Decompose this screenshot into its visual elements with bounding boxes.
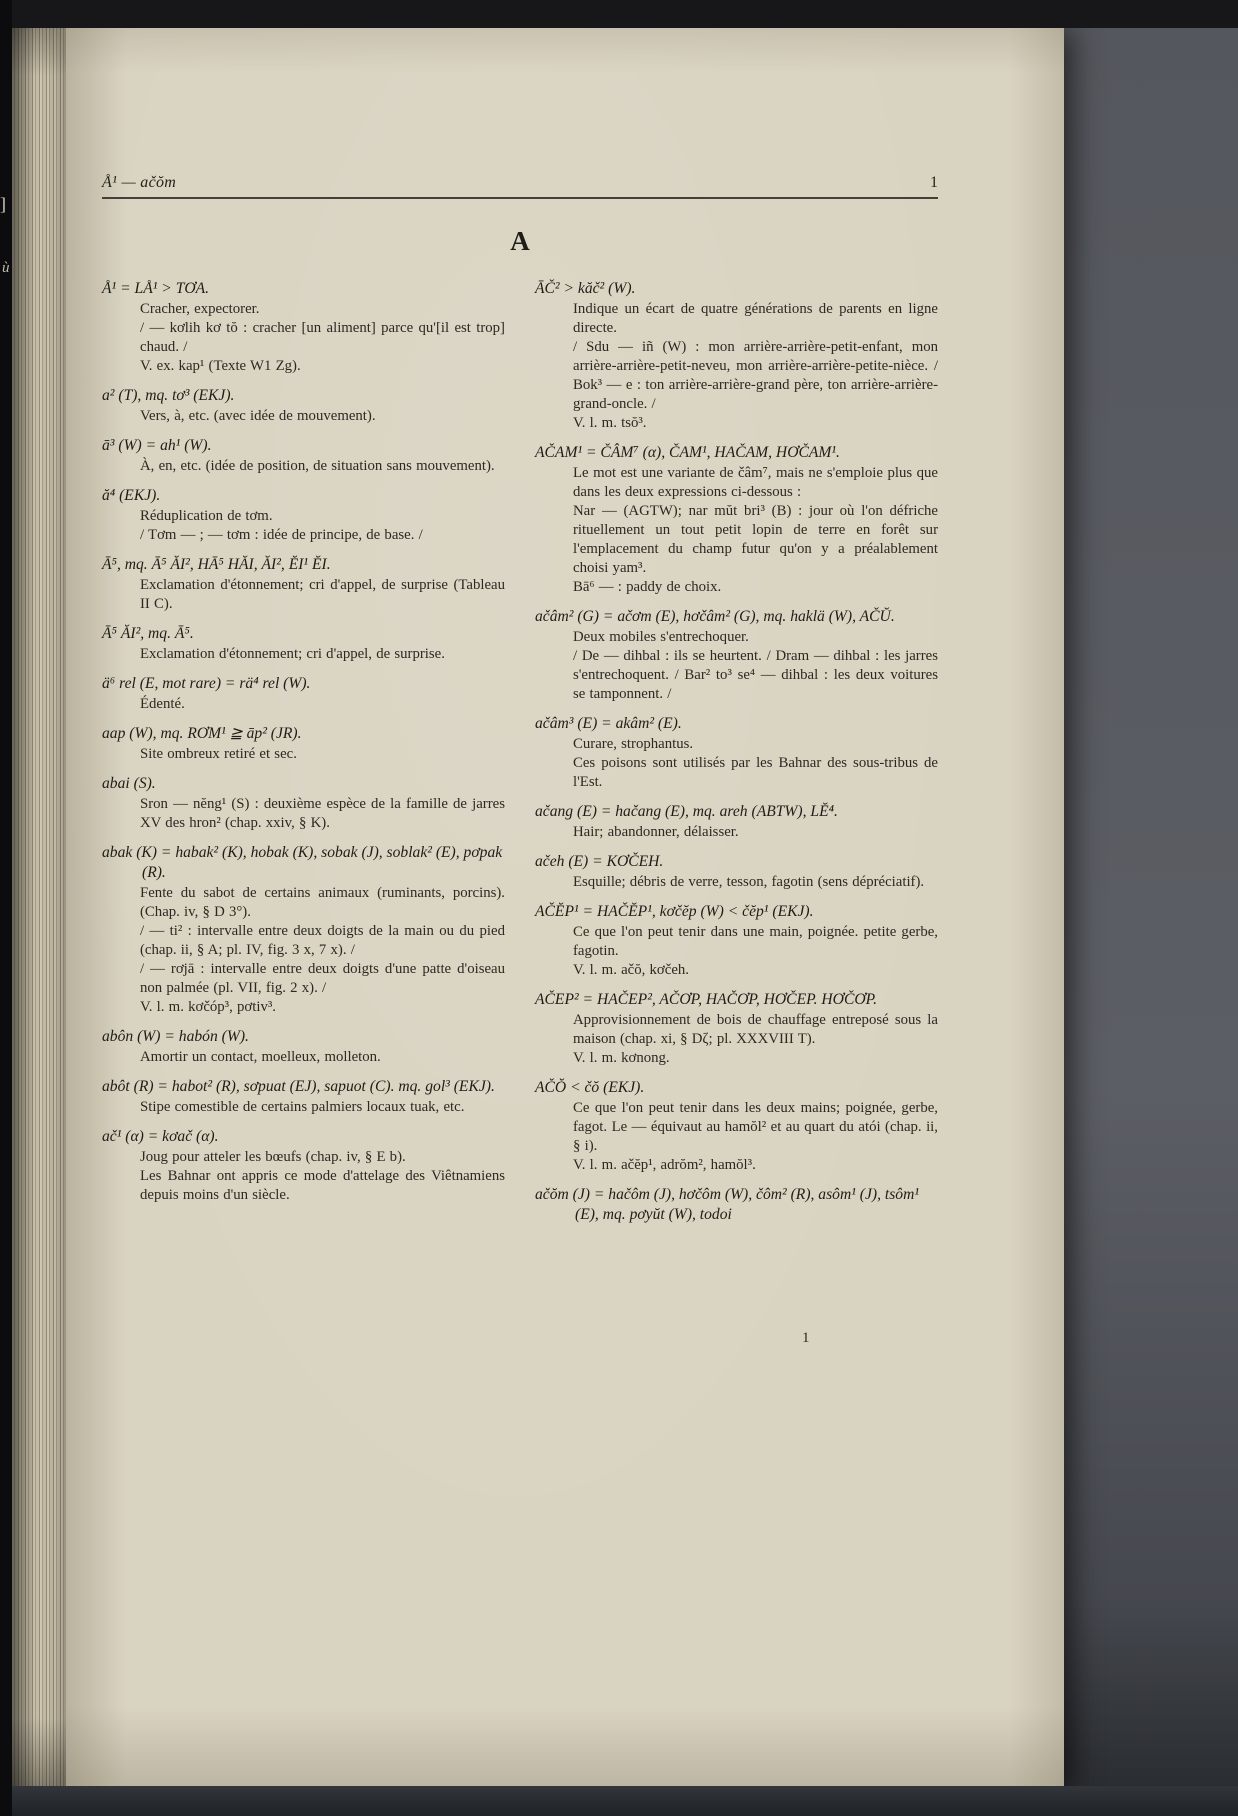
entry-headword: a² (T), mq. tơ³ (EKJ). <box>102 387 235 404</box>
column-left <box>102 279 505 1235</box>
entry-headword: aap (W), mq. RƠM¹ ≧ āp² (JR). <box>102 725 302 742</box>
entry-headword: ačâm² (G) = ačơm (E), hơčâm² (G), mq. haklä (W), AČŬ. <box>535 608 895 625</box>
entry-headword: abai (S). <box>102 775 156 792</box>
running-head-keywords: Å¹ — ačŏm <box>102 174 177 191</box>
entry-definition: Les Bahnar ont appris ce mode d'attelage des Viêtnamiens depuis moins d'un siècle. <box>140 1168 505 1203</box>
entry-definition: Curare, strophantus. <box>573 736 694 752</box>
entry-definition: Ce que l'on peut tenir dans une main, poignée. petite gerbe, fagotin. <box>573 924 938 959</box>
entry-definition: / Sdu — iñ (W) : mon arrière-arrière-petit-enfant, mon arrière-arrière-petit-neveu, mon arrière-arrière-petite-nièce. / Bok³ — e : ton arrière-arrière-grand père, ton arrière-arrière-grand-oncle. / <box>573 339 938 412</box>
dictionary-entry <box>102 1027 505 1067</box>
entry-definition: V. l. m. ačĕp¹, adrŏm², hamŏl³. <box>573 1157 756 1173</box>
dictionary-entry <box>102 724 505 764</box>
entry-headword: Å¹ = LÅ¹ > TƠA. <box>102 280 210 297</box>
dictionary-entry <box>535 990 938 1068</box>
entry-definition: V. l. m. tsŏ³. <box>573 415 647 431</box>
entry-definition: V. l. m. kơčóp³, pơtiv³. <box>140 999 276 1015</box>
entry-headword: ač¹ (α) = kơač (α). <box>102 1128 219 1145</box>
dictionary-entry <box>535 279 938 433</box>
entry-definition: Nar — (AGTW); nar mŭt bri³ (B) : jour où l'on défriche rituellement un tout petit lopin de terre en forêt sur l'emplacement du champ futur qu'on y a préalablement choisi yam³. <box>573 503 938 576</box>
dictionary-entry <box>102 1077 505 1117</box>
entry-definition: Vers, à, etc. (avec idée de mouvement). <box>140 408 376 424</box>
dictionary-entry <box>102 624 505 664</box>
dictionary-entry <box>535 802 938 842</box>
entry-definition: Indique un écart de quatre générations de parents en ligne directe. <box>573 301 938 336</box>
dictionary-entry <box>535 443 938 597</box>
entry-definition: Ce que l'on peut tenir dans les deux mains; poignée, gerbe, fagot. Le — équivaut au hamŏl² et au quart du atói (chap. ii, § i). <box>573 1100 938 1154</box>
entry-definition: V. ex. kap¹ (Texte W1 Zg). <box>140 358 301 374</box>
entry-headword: ačŏm (J) = hačôm (J), hơčôm (W), čôm² (R), asôm¹ (J), tsôm¹ (E), mq. pơyŭt (W), todoi <box>535 1186 920 1223</box>
entry-definition: Amortir un contact, moelleux, molleton. <box>140 1049 381 1065</box>
entry-headword: ă⁴ (EKJ). <box>102 487 161 504</box>
entry-headword: abôt (R) = habot² (R), sơpuat (EJ), sapuot (C). mq. gol³ (EKJ). <box>102 1078 495 1095</box>
entry-definition: Bā⁶ — : paddy de choix. <box>573 579 722 595</box>
entry-definition: Réduplication de tơm. <box>140 508 273 524</box>
page-number: 1 <box>930 174 938 191</box>
column-right <box>535 279 938 1235</box>
entry-definition: Ces poisons sont utilisés par les Bahnar des sous-tribus de l'Est. <box>573 755 938 790</box>
entry-headword: ĀČ² > kăč² (W). <box>535 280 636 297</box>
entry-definition: Stipe comestible de certains palmiers locaux tuak, etc. <box>140 1099 465 1115</box>
entry-definition: Sron — nĕng¹ (S) : deuxième espèce de la famille de jarres XV des hron² (chap. xxiv, § K). <box>140 796 505 831</box>
entry-headword: ačâm³ (E) = akâm² (E). <box>535 715 682 732</box>
facing-page-fragment: ù <box>2 260 10 276</box>
entry-definition: Approvisionnement de bois de chauffage entreposé sous la maison (chap. xi, § Dζ; pl. XXXVIII T). <box>573 1012 938 1047</box>
entry-definition: V. l. m. ačŏ, kơčeh. <box>573 962 689 978</box>
entry-headword: ačeh (E) = KƠČEH. <box>535 853 664 870</box>
facing-page-fragment: ] <box>0 194 6 214</box>
entry-headword: Ā⁵ ĂI², mq. Ā⁵. <box>102 625 194 642</box>
entry-definition: V. l. m. kơnong. <box>573 1050 670 1066</box>
entry-headword: abôn (W) = habón (W). <box>102 1028 249 1045</box>
dictionary-entry <box>102 555 505 614</box>
dictionary-entry <box>535 902 938 980</box>
dictionary-entry <box>535 714 938 792</box>
dictionary-entry <box>102 774 505 833</box>
entry-definition: Site ombreux retiré et sec. <box>140 746 297 762</box>
entry-definition: Esquille; débris de verre, tesson, fagotin (sens dépréciatif). <box>573 874 925 890</box>
entry-definition: Exclamation d'étonnement; cri d'appel, de surprise. <box>140 646 445 662</box>
entry-definition: / Tơm — ; — tơm : idée de principe, de base. / <box>140 527 423 543</box>
entry-definition: À, en, etc. (idée de position, de situation sans mouvement). <box>140 458 495 474</box>
entry-definition: Fente du sabot de certains animaux (ruminants, porcins). (Chap. iv, § D 3°). <box>140 885 505 920</box>
dictionary-entry <box>535 1078 938 1175</box>
entry-headword: AČĔP¹ = HAČĔP¹, kơčĕp (W) < čĕp¹ (EKJ). <box>535 903 814 920</box>
entry-headword: Ā⁵, mq. Ā⁵ ĂI², HĀ⁵ HĂI, ĂI², ĔI¹ ĔI. <box>102 556 331 573</box>
dictionary-entry <box>535 607 938 704</box>
entry-definition: Exclamation d'étonnement; cri d'appel, de surprise (Tableau II C). <box>140 577 505 612</box>
signature-mark: 1 <box>802 1330 810 1346</box>
entry-definition: / — ti² : intervalle entre deux doigts de la main ou du pied (chap. ii, § A; pl. IV, fig. 3 x, 7 x). / <box>140 923 505 958</box>
entry-headword: abak (K) = habak² (K), hobak (K), sobak (J), soblak² (E), pơpak (R). <box>102 844 503 881</box>
header-rule <box>102 197 938 199</box>
entry-definition: / — kơlih kơ tŏ : cracher [un aliment] parce qu'[il est trop] chaud. / <box>140 320 505 355</box>
entry-definition: Hair; abandonner, délaisser. <box>573 824 739 840</box>
entry-definition: Joug pour atteler les bœufs (chap. iv, § E b). <box>140 1149 406 1165</box>
entry-headword: ā³ (W) = ah¹ (W). <box>102 437 212 454</box>
dictionary-entry <box>102 436 505 476</box>
entry-definition: / — rơjā : intervalle entre deux doigts d'une patte d'oiseau non palmée (pl. VII, fig. 2 x). / <box>140 961 505 996</box>
dictionary-entry <box>102 674 505 714</box>
dictionary-entry <box>102 843 505 1017</box>
dictionary-entry <box>535 1185 938 1225</box>
section-letter: A <box>510 226 530 256</box>
dictionary-entry <box>535 852 938 892</box>
dictionary-entry <box>102 486 505 545</box>
photo-background-bottom <box>0 1786 1238 1816</box>
entry-headword: AČŎ < čŏ (EKJ). <box>535 1079 645 1096</box>
dictionary-entry <box>102 386 505 426</box>
entry-definition: / De — dihbal : ils se heurtent. / Dram — dihbal : les jarres s'entrechoquent. / Bar² to³ se⁴ — dihbal : les deux voitures se tamponnent. / <box>573 648 938 702</box>
entry-headword: AČAM¹ = ČÂM⁷ (α), ČAM¹, HAČAM, HƠČAM¹. <box>535 444 840 461</box>
entry-definition: Le mot est une variante de čâm⁷, mais ne s'emploie plus que dans les deux expressions ci-dessous : <box>573 465 938 500</box>
entry-definition: Deux mobiles s'entrechoquer. <box>573 629 749 645</box>
entry-headword: AČEP² = HAČEP², AČƠP, HAČƠP, HƠČEP. HƠČƠP. <box>535 991 878 1008</box>
dictionary-entry <box>102 1127 505 1205</box>
page-text-block <box>102 174 938 1235</box>
book-page <box>66 28 1064 1786</box>
page-edges-stack <box>12 16 66 1798</box>
entry-definition: Édenté. <box>140 696 185 712</box>
text-columns <box>102 279 938 1235</box>
running-head <box>102 174 938 192</box>
entry-definition: Cracher, expectorer. <box>140 301 260 317</box>
entry-headword: ačang (E) = hačang (E), mq. areh (ABTW), LĔ⁴. <box>535 803 838 820</box>
photo-background-top <box>0 0 1238 28</box>
entry-headword: ä⁶ rel (E, mot rare) = rä⁴ rel (W). <box>102 675 311 692</box>
dictionary-entry <box>102 279 505 376</box>
